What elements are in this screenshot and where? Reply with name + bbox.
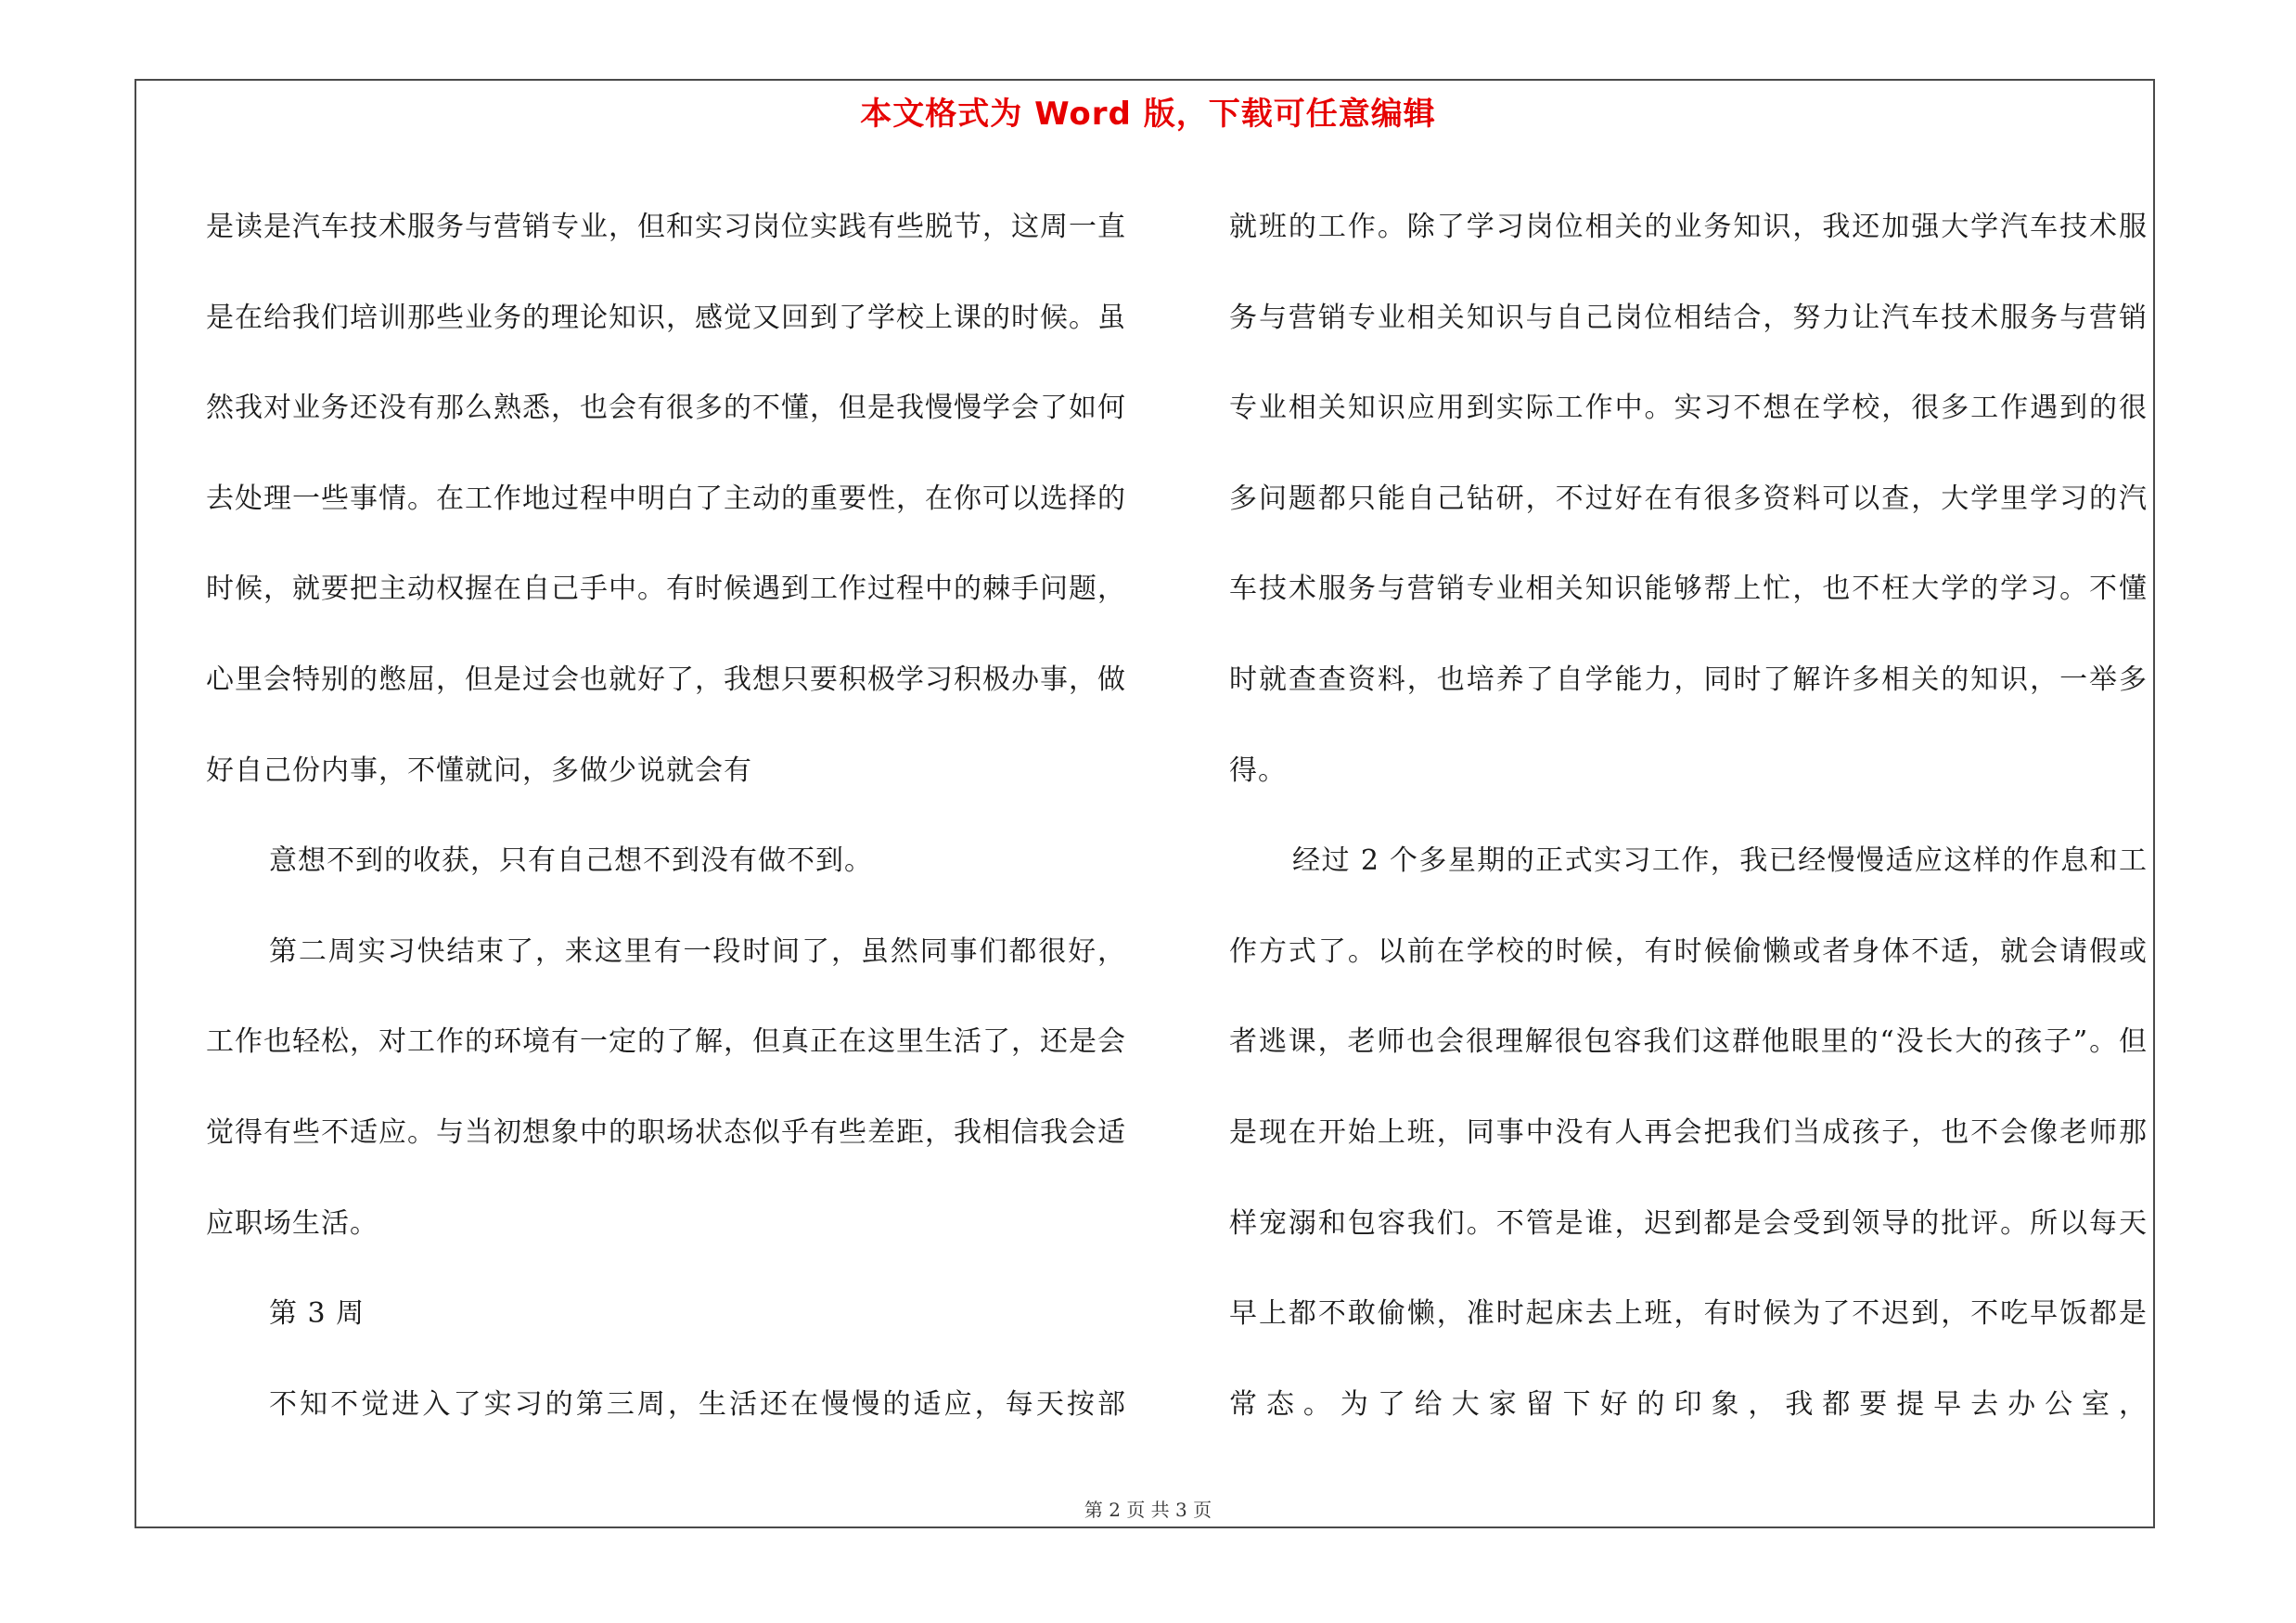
word-format-banner: 本文格式为 Word 版，下载可任意编辑 bbox=[860, 96, 1436, 133]
paragraph-week-three-start: 不知不觉进入了实习的第三周，生活还在慢慢的适应，每天按部 bbox=[269, 1387, 1126, 1421]
left-text-column bbox=[206, 182, 1126, 1449]
paragraph-week-three-continued: 就班的工作。除了学习岗位相关的业务知识，我还加强大学汽车技术服务与营销专业相关知识与自己岗位相结合，努力让汽车技术服务与营销专业相关知识应用到实际工作中。实习不想在学校，很多工作遇到的很多问题都只能自己钻研，不过好在有很多资料可以查，大学里学习的汽车技术服务与营销专业相关知识能够帮上忙，也不枉大学的学习。不懂时就查查资料，也培养了自学能力，同时了解许多相关的知识，一举多得。 bbox=[1229, 211, 2148, 787]
paragraph-continued: 是读是汽车技术服务与营销专业，但和实习岗位实践有些脱节，这周一直是在给我们培训那些业务的理论知识，感觉又回到了学校上课的时候。虽然我对业务还没有那么熟悉，也会有很多的不懂，但是我慢慢学会了如何去处理一些事情。在工作地过程中明白了主动的重要性，在你可以选择的时候，就要把主动权握在自己手中。有时候遇到工作过程中的棘手问题，心里会特别的憋屈，但是过会也就好了，我想只要积极学习积极办事，做好自己份内事，不懂就问，多做少说就会有 bbox=[206, 211, 1126, 787]
page-number-footer: 第 2 页 共 3 页 bbox=[1084, 1499, 1212, 1521]
right-text-column bbox=[1229, 182, 2148, 1449]
paragraph-adaptation: 经过 2 个多星期的正式实习工作，我已经慢慢适应这样的作息和工作方式了。以前在学校的时候，有时候偷懒或者身体不适，就会请假或者逃课，老师也会很理解很包容我们这群他眼里的“没长大的孩子”。但是现在开始上班，同事中没有人再会把我们当成孩子，也不会像老师那样宠溺和包容我们。不管是谁，迟到都是会受到领导的批评。所以每天早上都不敢偷懒，准时起床去上班，有时候为了不迟到，不吃早饭都是常态。为了给大家留下好的印象，我都要提早去办公室， bbox=[1229, 844, 2148, 1421]
paragraph-continued-tail: 意想不到的收获，只有自己想不到没有做不到。 bbox=[269, 844, 873, 878]
paragraph-week-two: 第二周实习快结束了，来这里有一段时间了，虽然同事们都很好，工作也轻松，对工作的环境有一定的了解，但真正在这里生活了，还是会觉得有些不适应。与当初想象中的职场状态似乎有些差距，我相信我会适应职场生活。 bbox=[206, 934, 1126, 1240]
section-heading-week-three: 第 3 周 bbox=[269, 1297, 366, 1331]
